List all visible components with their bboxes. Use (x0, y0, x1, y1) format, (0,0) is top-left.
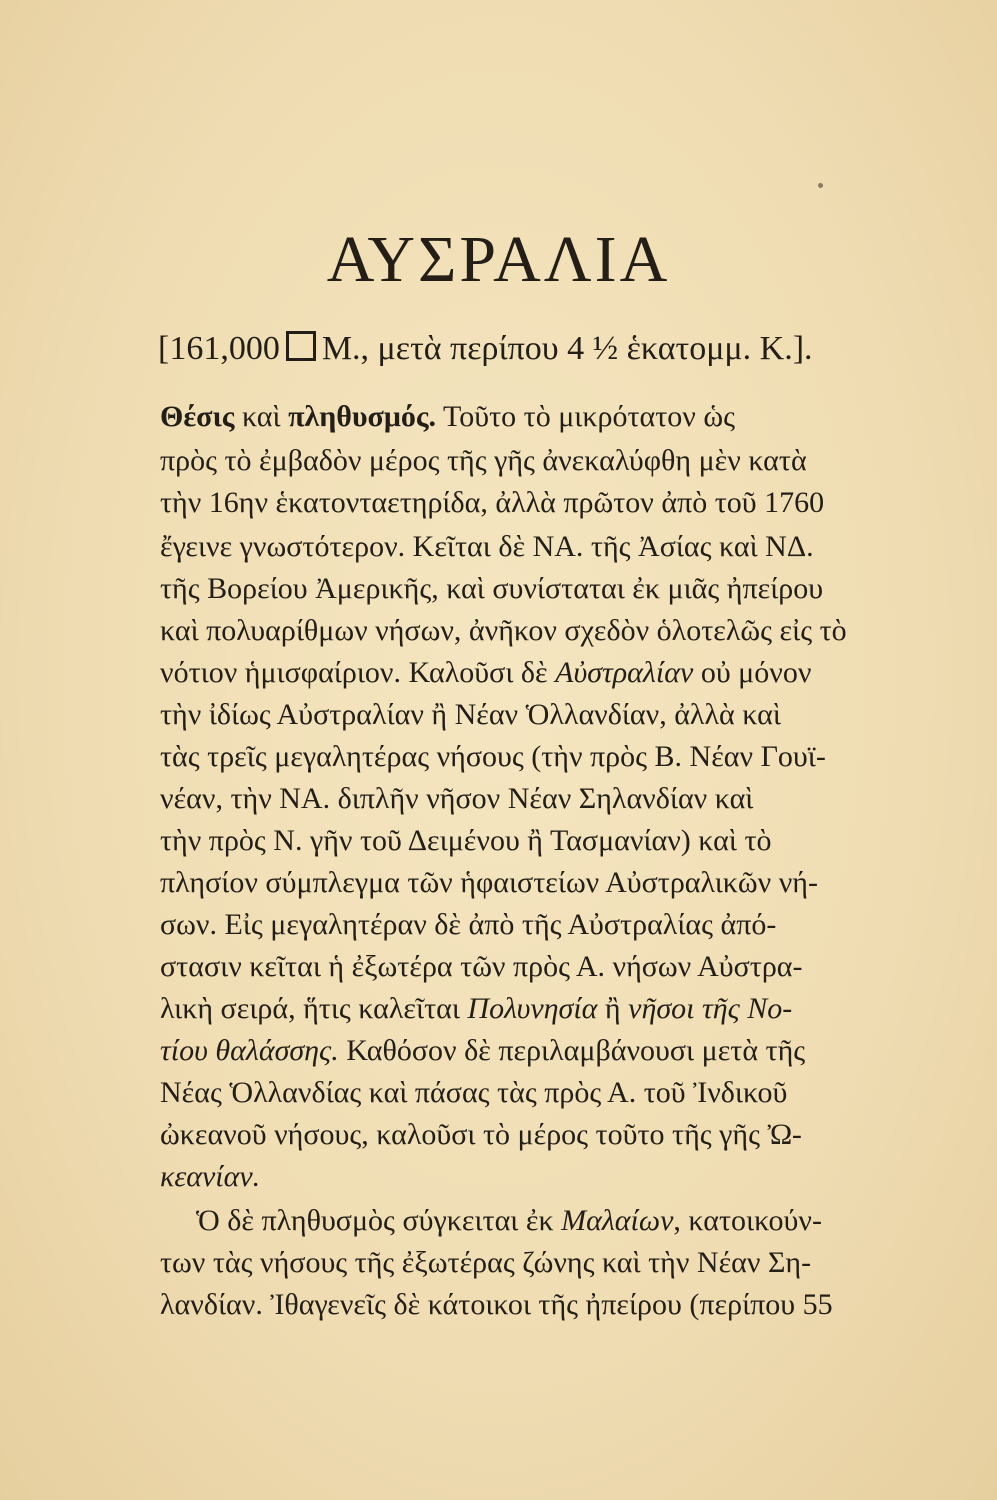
line-text: Τοῦτο τὸ μικρότατον ὡς (442, 400, 735, 433)
text-line-11: τὴν πρὸς Ν. γῆν τοῦ Δειμένου ἢ Τασμανίαν) καὶ τὸ (160, 824, 772, 857)
page-title: ΑΥΣΡΑΛΙΑ (326, 223, 671, 296)
text-line-13: σων. Εἰς μεγαλητέραν δὲ ἀπὸ τῆς Αὐστραλίας ἀπό- (160, 908, 777, 941)
text-line-1 (160, 400, 735, 434)
text-line-10: νέαν, τὴν ΝΑ. διπλῆν νῆσον Νέαν Σηλανδίαν καὶ (160, 782, 754, 815)
line-text: νότιον ἡμισφαίριον. Καλοῦσι δὲ (160, 656, 548, 689)
text-line-20 (196, 1204, 822, 1238)
heading-conjunction: καὶ (241, 400, 281, 433)
section-heading: Θέσις (160, 400, 235, 433)
conjunction: ἢ (604, 992, 621, 1025)
italic-term: Μαλαίων (561, 1204, 674, 1237)
text-line-22: λανδίαν. Ἰθαγενεῖς δὲ κάτοικοι τῆς ἠπείρου (περίπου 55 (160, 1288, 833, 1321)
area-value: [161,000 (158, 330, 280, 367)
square-symbol-icon (286, 331, 316, 361)
italic-term: τίου θαλάσσης. (160, 1034, 339, 1067)
text-line-18: ὠκεανοῦ νήσους, καλοῦσι τὸ μέρος τοῦτο τῆς γῆς Ὠ- (160, 1118, 802, 1151)
text-line-19 (160, 1160, 260, 1194)
line-tail: οὐ μόνον (700, 656, 812, 689)
subtitle-rest: Μ., μετὰ περίπου 4 ½ ἑκατομμ. Κ.]. (321, 330, 813, 367)
line-tail: , κατοικούν- (673, 1204, 822, 1237)
text-line-2: πρὸς τὸ ἐμβαδὸν μέρος τῆς γῆς ἀνεκαλύφθη μὲν κατὰ (160, 444, 807, 477)
line-text: λικὴ σειρά, ἥτις καλεῖται (160, 992, 460, 1025)
text-line-14: στασιν κεῖται ἡ ἐξωτέρα τῶν πρὸς Α. νήσων Αὐστρα- (160, 950, 803, 983)
line-text: Καθόσον δὲ περιλαμβάνουσι μετὰ τῆς (346, 1034, 806, 1067)
text-line-4: ἔγεινε γνωστότερον. Κεῖται δὲ ΝΑ. τῆς Ἀσίας καὶ ΝΔ. (160, 530, 814, 563)
text-line-15 (160, 992, 792, 1026)
text-line-21: των τὰς νήσους τῆς ἐξωτέρας ζώνης καὶ τὴν Νέαν Ση- (160, 1246, 812, 1279)
subtitle (158, 330, 813, 368)
text-line-3: τὴν 16ην ἑκατονταετηρίδα, ἀλλὰ πρῶτον ἀπὸ τοῦ 1760 (160, 486, 825, 519)
text-line-16 (160, 1034, 805, 1068)
ink-speck (818, 183, 823, 188)
text-line-17: Νέας Ὁλλανδίας καὶ πάσας τὰς πρὸς Α. τοῦ Ἰνδικοῦ (160, 1076, 788, 1109)
italic-term: Πολυνησία (467, 992, 598, 1025)
italic-term: Αὐστραλίαν (555, 656, 694, 689)
italic-term-2: νῆσοι τῆς Νο- (628, 992, 793, 1025)
line-text: Ὁ δὲ πληθυσμὸς σύγκειται ἐκ (196, 1204, 554, 1237)
italic-term: κεανίαν. (160, 1160, 261, 1193)
text-line-5: τῆς Βορείου Ἀμερικῆς, καὶ συνίσταται ἐκ μιᾶς ἠπείρου (160, 572, 824, 605)
text-line-12: πλησίον σύμπλεγμα τῶν ἡφαιστείων Αὐστραλικῶν νή- (160, 866, 818, 899)
text-line-7 (160, 656, 811, 690)
section-heading-2: πληθυσμός. (288, 400, 437, 433)
text-line-9: τὰς τρεῖς μεγαλητέρας νήσους (τὴν πρὸς Β. Νέαν Γουϊ- (160, 740, 826, 773)
text-line-6: καὶ πολυαρίθμων νήσων, ἀνῆκον σχεδὸν ὁλοτελῶς εἰς τὸ (160, 614, 847, 647)
text-line-8: τὴν ἰδίως Αὐστραλίαν ἢ Νέαν Ὁλλανδίαν, ἀλλὰ καὶ (160, 698, 781, 731)
